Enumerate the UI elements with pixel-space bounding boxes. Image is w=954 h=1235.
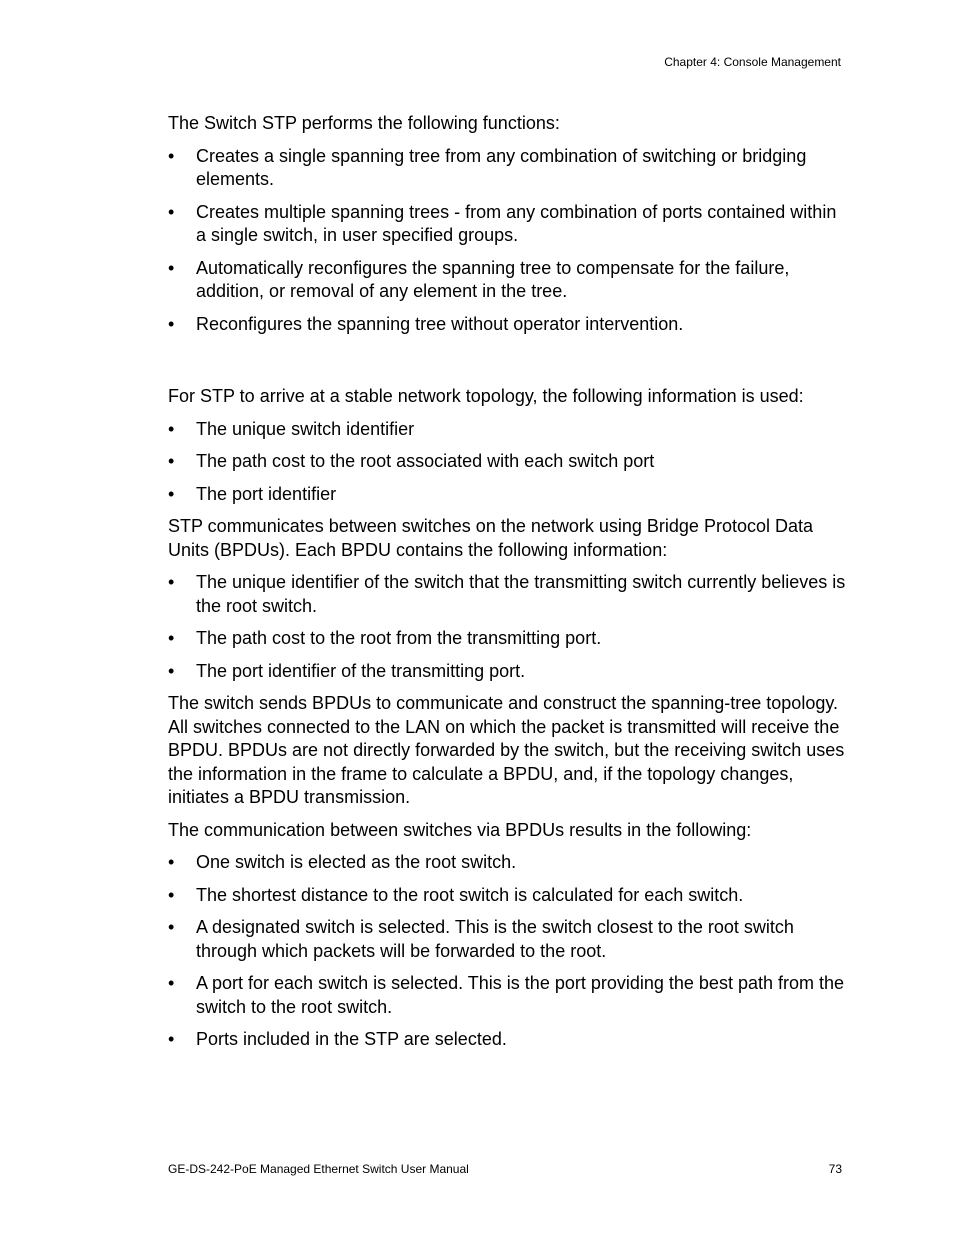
list-item-text: The path cost to the root from the transmitting port. — [196, 628, 602, 648]
bullet-icon: • — [168, 257, 175, 278]
bullet-list — [168, 418, 848, 507]
list-item-text: The unique identifier of the switch that the transmitting switch currently believes is the root switch. — [196, 572, 846, 616]
list-item — [168, 571, 848, 618]
bullet-icon: • — [168, 201, 175, 222]
list-item-text: The shortest distance to the root switch is calculated for each switch. — [196, 884, 744, 905]
list-item-text: The port identifier of the transmitting port. — [196, 660, 526, 681]
list-item — [168, 972, 848, 1019]
list-item — [168, 851, 848, 875]
list-item — [168, 627, 848, 651]
bullet-icon: • — [168, 483, 175, 504]
page-body — [168, 112, 848, 1061]
list-item-text: Automatically reconfigures the spanning tree to compensate for the failure, addition, or removal of any element in the tree. — [196, 257, 790, 301]
bullet-icon: • — [168, 628, 175, 648]
list-item — [168, 916, 848, 963]
list-item-text: Creates a single spanning tree from any combination of switching or bridging elements. — [196, 145, 807, 189]
bullet-icon: • — [168, 1029, 175, 1049]
bullet-icon: • — [168, 418, 175, 439]
list-item-text: A designated switch is selected. This is the switch closest to the root switch through which packets will be forwarded to the root. — [196, 917, 794, 961]
list-item — [168, 313, 848, 337]
bullet-list — [168, 571, 848, 683]
list-item — [168, 884, 848, 908]
paragraph: The communication between switches via BPDUs results in the following: — [168, 819, 752, 840]
bullet-icon: • — [168, 145, 175, 166]
manual-title: GE-DS-242-PoE Managed Ethernet Switch User Manual — [168, 1162, 469, 1176]
paragraph: For STP to arrive at a stable network topology, the following information is used: — [168, 386, 804, 406]
paragraph: STP communicates between switches on the network using Bridge Protocol Data Units (BPDUs). Each BPDU contains the following information: — [168, 516, 813, 560]
list-item — [168, 450, 848, 474]
page-number: 73 — [828, 1162, 842, 1176]
list-item-text: A port for each switch is selected. This is the port providing the best path from the switch to the root switch. — [196, 973, 844, 1017]
running-header: Chapter 4: Console Management — [664, 55, 841, 69]
list-item-text: Ports included in the STP are selected. — [196, 1029, 507, 1049]
list-item — [168, 660, 848, 684]
list-item-text: Creates multiple spanning trees - from any combination of ports contained within a single switch, in user specified groups. — [196, 201, 837, 245]
bullet-icon: • — [168, 572, 175, 592]
list-item — [168, 201, 848, 248]
bullet-icon: • — [168, 313, 175, 334]
list-item-text: The port identifier — [196, 483, 337, 504]
list-item — [168, 257, 848, 304]
bullet-list — [168, 851, 848, 1052]
list-item-text: One switch is elected as the root switch. — [196, 852, 517, 872]
list-item-text: Reconfigures the spanning tree without operator intervention. — [196, 313, 684, 334]
list-item — [168, 483, 848, 507]
bullet-icon: • — [168, 973, 175, 993]
bullet-icon: • — [168, 884, 175, 905]
paragraph: The Switch STP performs the following functions: — [168, 113, 560, 133]
list-item-text: The path cost to the root associated with each switch port — [196, 451, 655, 471]
bullet-icon: • — [168, 660, 175, 681]
bullet-icon: • — [168, 852, 175, 872]
list-item — [168, 145, 848, 192]
bullet-icon: • — [168, 917, 175, 937]
bullet-list — [168, 145, 848, 337]
list-item — [168, 418, 848, 442]
bullet-icon: • — [168, 451, 175, 471]
list-item — [168, 1028, 848, 1052]
paragraph: The switch sends BPDUs to communicate and construct the spanning-tree topology. All switches connected to the LAN on which the packet is transmitted will receive the BPDU. BPDUs are not directly forwarded by the switch, but the receiving switch uses the information in the frame to calculate a BPDU, and, if the topology changes, initiates a BPDU transmission. — [168, 693, 845, 807]
list-item-text: The unique switch identifier — [196, 418, 415, 439]
